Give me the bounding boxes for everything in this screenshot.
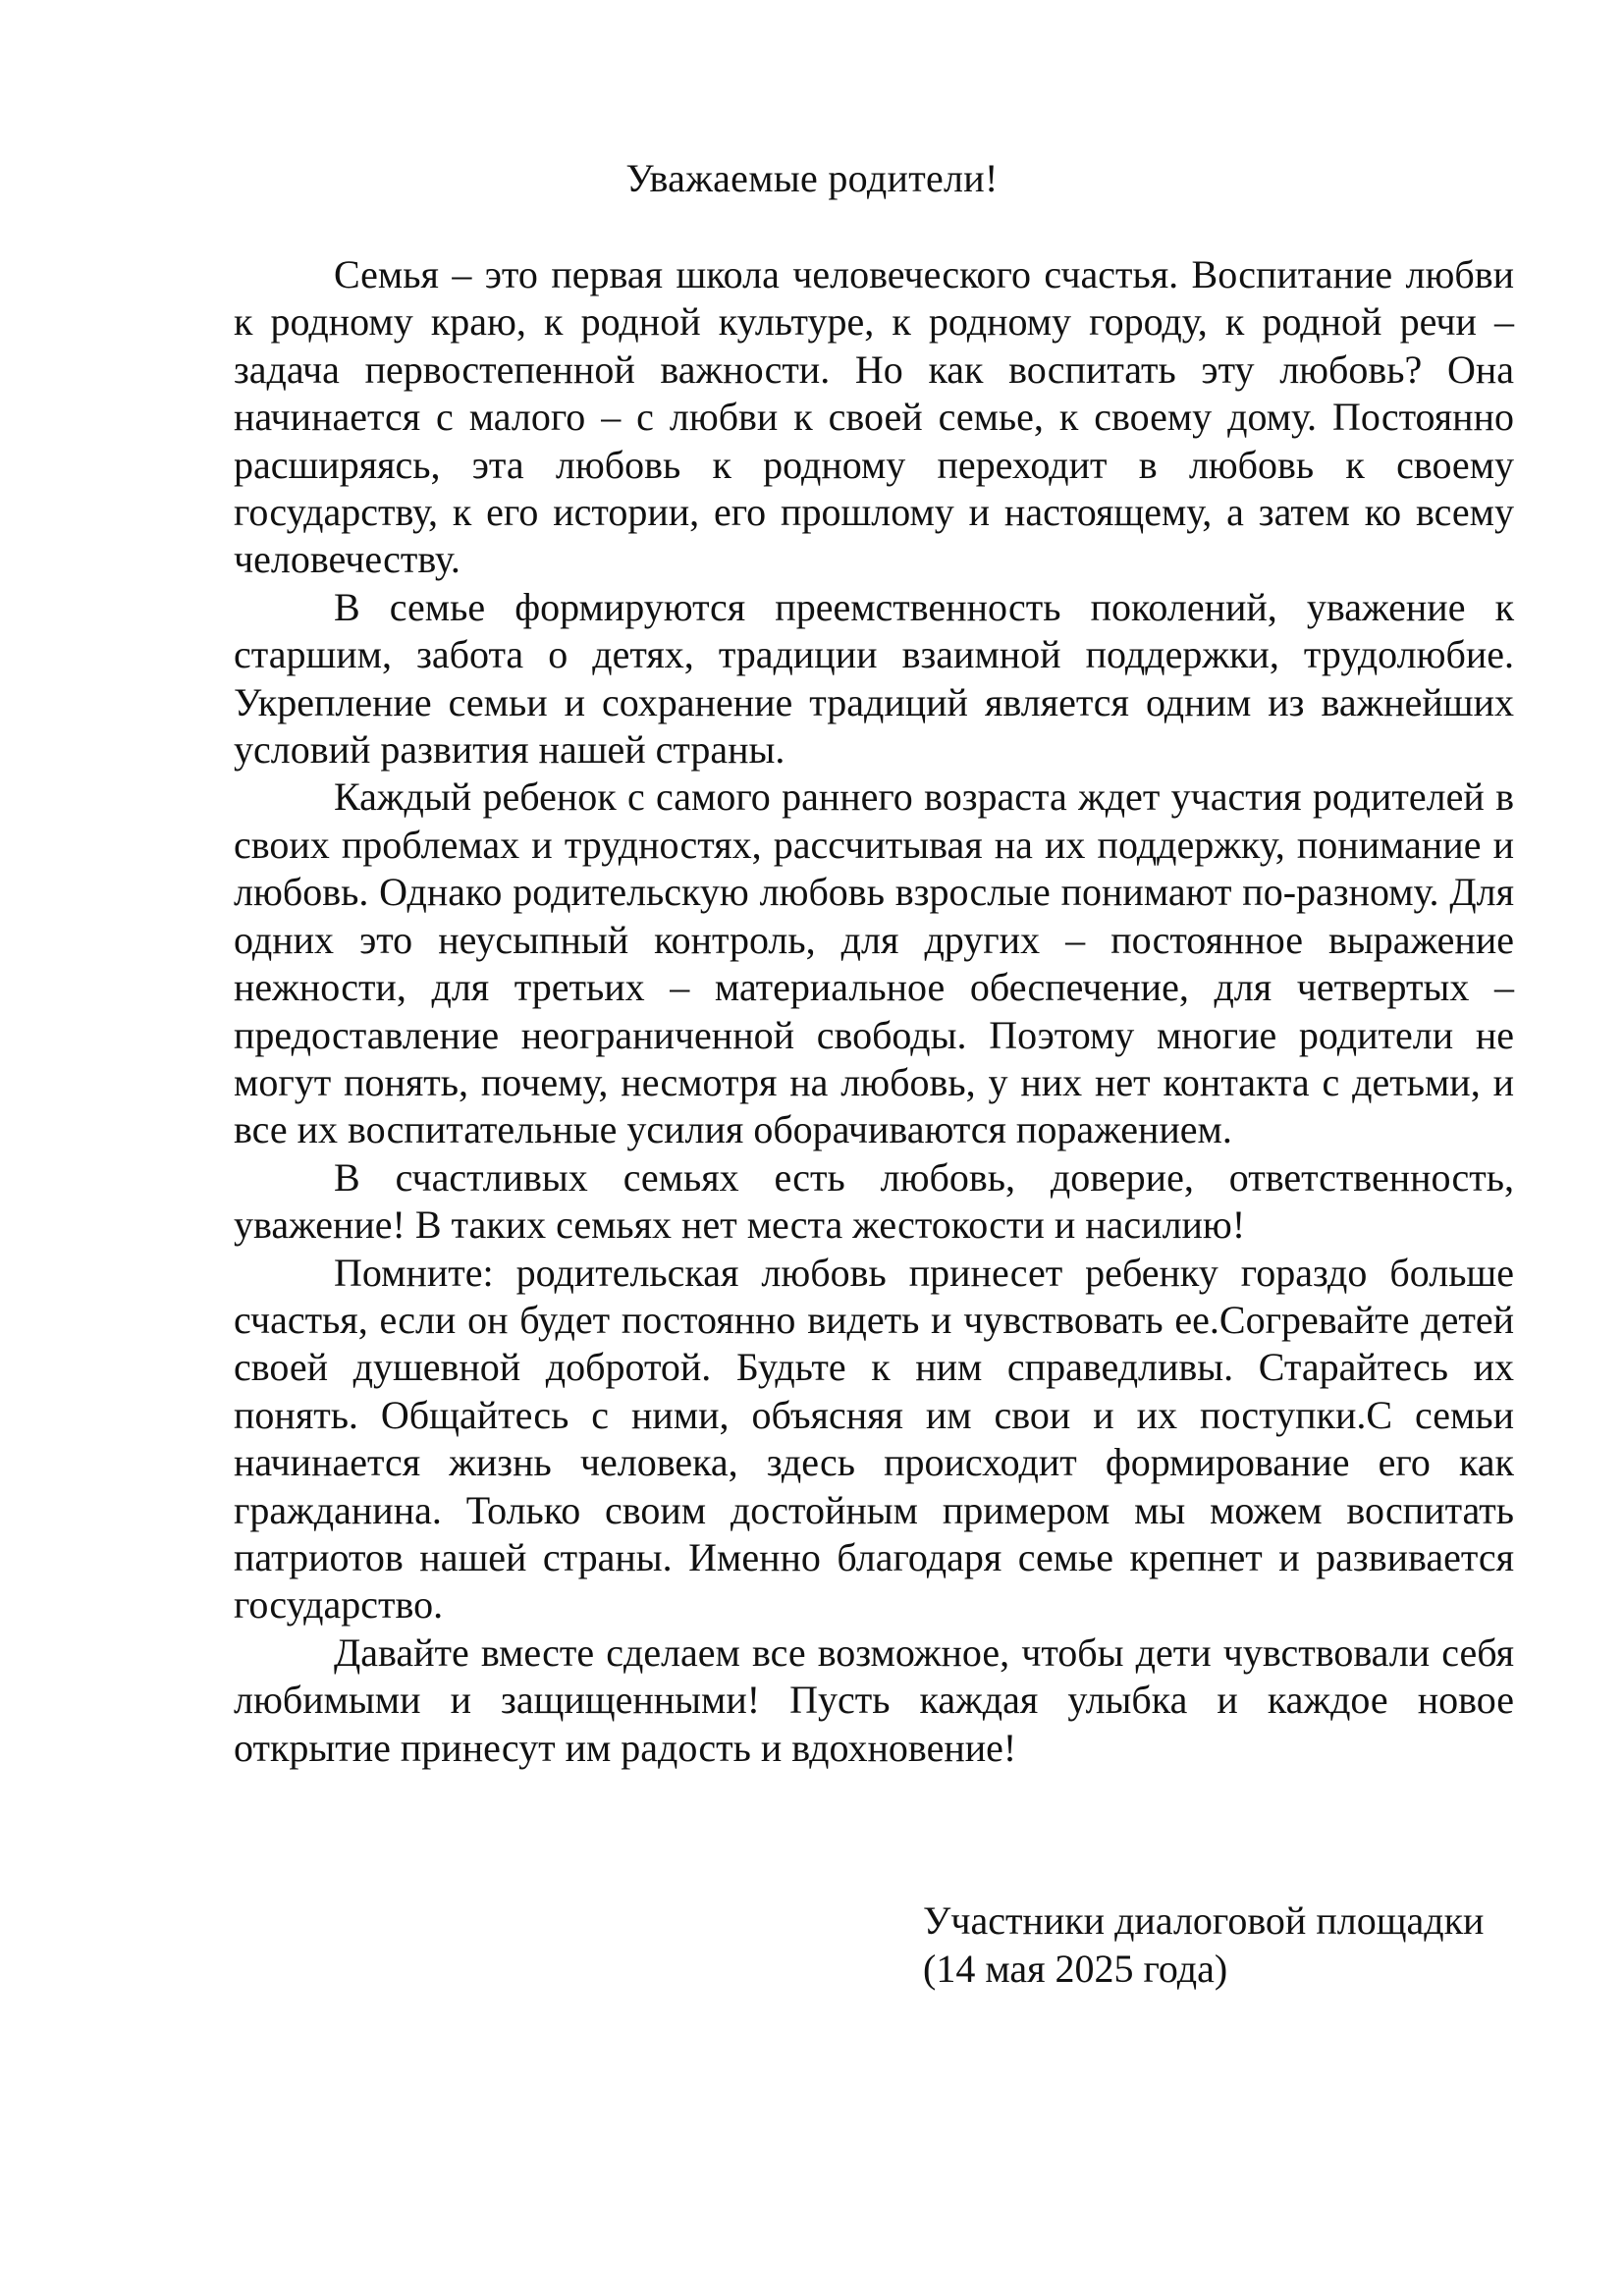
signature-block: [923, 1896, 1484, 1993]
letter-greeting: Уважаемые родители!: [625, 156, 999, 200]
paragraph-6: Давайте вместе сделаем все возможное, чтобы дети чувствовали себя любимыми и защищенными! Пусть каждая улыбка и каждое новое открытие принесут им радость и вдохновение!: [234, 1629, 1514, 1770]
paragraph-1: Семья – это первая школа человеческого счастья. Воспитание любви к родному краю, к родной культуре, к родному городу, к родной речи – задача первостепенной важности. Но как воспитать эту любовь? Она начинается с малого – с любви к своей семье, к своему дому. Постоянно расширяясь, эта любовь к родному переходит в любовь к своему государству, к его истории, его прошлому и настоящему, а затем ко всему человечеству.: [234, 252, 1514, 582]
paragraph-4: В счастливых семьях есть любовь, доверие, ответственность, уважение! В таких семьях нет места жестокости и насилию!: [234, 1154, 1514, 1248]
signature-date: (14 мая 2025 года): [923, 1947, 1228, 1991]
paragraph-2: В семье формируются преемственность поколений, уважение к старшим, забота о детях, традиции взаимной поддержки, трудолюбие. Укрепление семьи и сохранение традиций является одним из важнейших условий развития нашей страны.: [234, 584, 1514, 773]
paragraph-5: Помните: родительская любовь принесет ребенку гораздо больше счастья, если он будет постоянно видеть и чувствовать ее.Согревайте детей своей душевной добротой. Будьте к ним справедливы. Старайтесь их понять. Общайтесь с ними, объясняя им свои и их поступки.С семьи начинается жизнь человека, здесь происходит формирование его как гражданина. Только своим достойным примером мы можем воспитать патриотов нашей страны. Именно благодаря семье крепнет и развивается государство.: [234, 1250, 1514, 1628]
letter-body: [234, 251, 1514, 1772]
signature-authors: Участники диалоговой площадки: [923, 1898, 1485, 1943]
paragraph-3: Каждый ребенок с самого раннего возраста ждет участия родителей в своих проблемах и трудностях, рассчитывая на их поддержку, понимание и любовь. Однако родительскую любовь взрослые понимают по-разному. Для одних это неусыпный контроль, для других – постоянное выражение нежности, для третьих – материальное обеспечение, для четвертых – предоставление неограниченной свободы. Поэтому многие родители не могут понять, почему, несмотря на любовь, у них нет контакта с детьми, и все их воспитательные усилия оборачиваются поражением.: [234, 774, 1514, 1152]
